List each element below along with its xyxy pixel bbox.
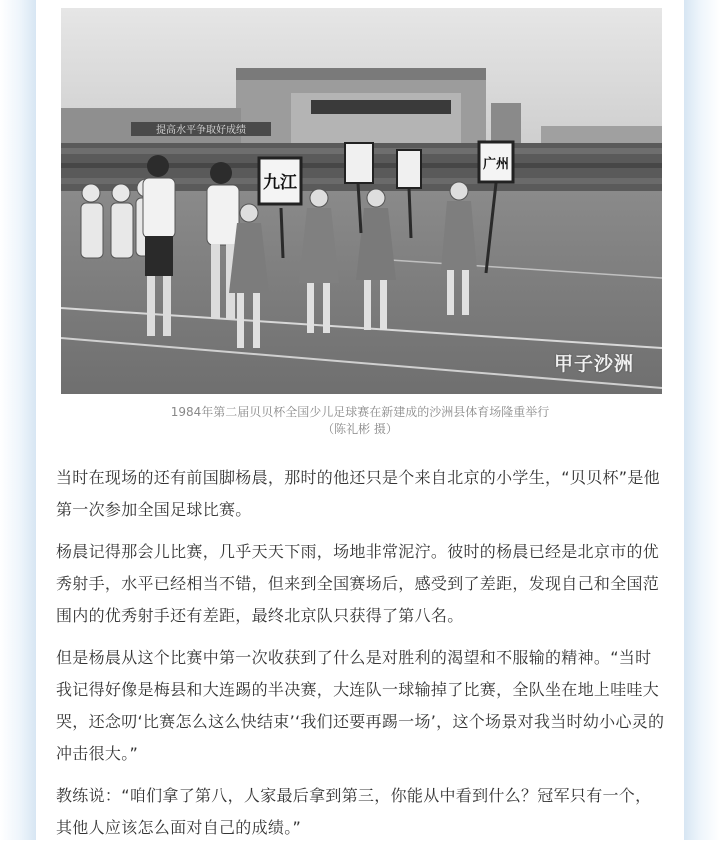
photo-illustration	[61, 8, 662, 394]
page-frame-right	[684, 0, 720, 840]
sign-guangzhou: 广州	[482, 157, 510, 172]
article-content	[36, 0, 684, 840]
paragraph: 当时在现场的还有前国脚杨晨，那时的他还只是个来自北京的小学生，“贝贝杯”是他第一次参加全国足球比赛。	[56, 468, 660, 519]
photo-caption	[36, 404, 684, 438]
paragraph: 但是杨晨从这个比赛中第一次收获到了什么是对胜利的渴望和不服输的精神。“当时我记得好像是梅县和大连踢的半决赛，大连队一球输掉了比赛，全队坐在地上哇哇大哭，还念叨‘比赛怎么这么快结束’‘我们还要再踢一场’，这个场景对我当时幼小心灵的冲击很大。”	[56, 648, 665, 763]
caption-line-1: 1984年第二届贝贝杯全国少儿足球赛在新建成的沙洲县体育场隆重举行	[170, 405, 550, 419]
page-frame-left	[0, 0, 36, 840]
caption-line-2: （陈礼彬 摄）	[322, 422, 398, 436]
sign-jiujiang: 九江	[263, 173, 297, 193]
historical-photo	[61, 8, 662, 394]
paragraph: 杨晨记得那会儿比赛，几乎天天下雨，场地非常泥泞。彼时的杨晨已经是北京市的优秀射手，水平已经相当不错，但来到全国赛场后，感受到了差距，发现自己和全国范围内的优秀射手还有差距，最终北京队只获得了第八名。	[56, 542, 660, 625]
stand-banner: 提高水平争取好成绩	[156, 125, 246, 136]
paragraph: 教练说：“咱们拿了第八，人家最后拿到第三，你能从中看到什么？冠军只有一个，其他人应该怎么面对自己的成绩。”	[56, 786, 652, 837]
photo-watermark: 甲子沙洲	[553, 353, 634, 375]
article-body	[56, 462, 666, 854]
